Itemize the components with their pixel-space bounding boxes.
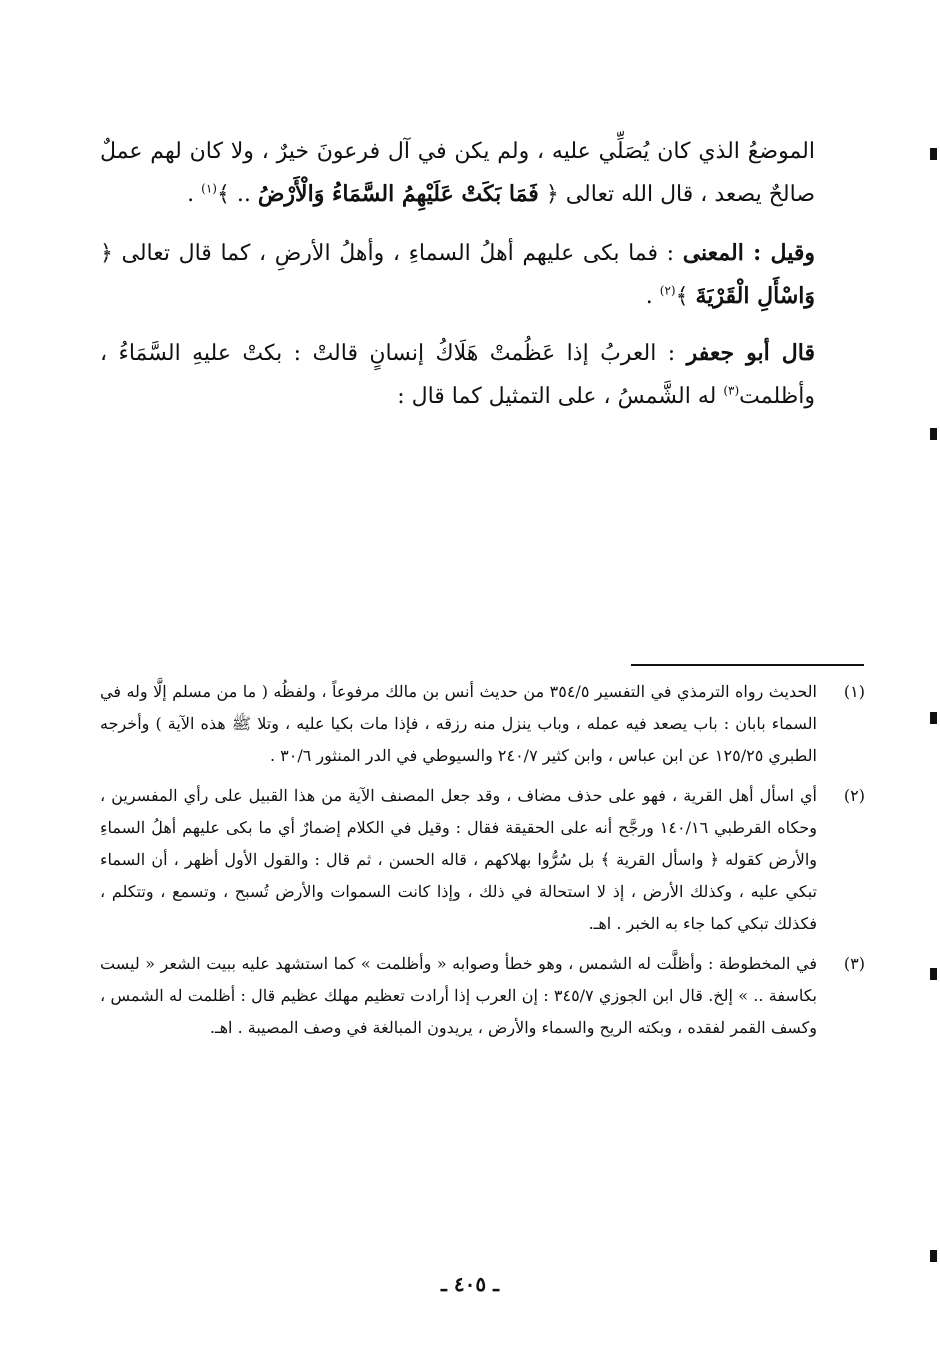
footnote-text: في المخطوطة : وأظلَّت له الشمس ، وهو خطأ وصوابه « وأظلمت » كما استشهد عليه ببيت الشعر « ليست بكاسفة .. » إلخ. قال ابن الجوزي ٣٤٥/٧ : إن العرب إذا أرادت تعظيم مهلك عظيم قال : أظلمت له الشمس ، وكسف القمر لفقده ، وبكته الريح والسماء والأرض ، يريدون المبالغة في وصف المصيبة . اهـ. <box>100 954 817 1037</box>
footnote-number: (٣) <box>843 954 865 973</box>
footnote-1 <box>100 676 865 772</box>
main-text <box>100 130 815 432</box>
paragraph-2-label: وقيل : المعنى <box>682 240 815 266</box>
page-number: ـ ٤٠٥ ـ <box>441 1272 499 1296</box>
quran-verse-1: فَمَا بَكَتْ عَلَيْهِمُ السَّمَاءُ وَالْأَرْضُ <box>257 181 539 207</box>
paragraph-1-text: الموضعُ الذي كان يُصَلِّي عليه ، ولم يكن في آل فرعونَ خيرٌ ، ولا كان لهم عملٌ صالحٌ يصعد ، قال الله تعالى ﴿ <box>100 139 815 207</box>
edge-mark <box>930 148 937 160</box>
paragraph-2-bracket: ﴾ <box>675 284 696 309</box>
paragraph-1-bracket: .. ﴾ <box>216 182 258 207</box>
edge-mark <box>930 968 937 980</box>
edge-mark <box>930 712 937 724</box>
footnote-3 <box>100 948 865 1044</box>
footnote-number: (٢) <box>843 786 865 805</box>
edge-mark <box>930 1250 937 1262</box>
edge-mark <box>930 428 937 440</box>
footnote-2 <box>100 780 865 940</box>
footnote-ref-3: (٣) <box>723 383 740 398</box>
footnote-number: (١) <box>843 682 865 701</box>
footnotes <box>100 676 865 1052</box>
paragraph-1 <box>100 130 815 216</box>
paragraph-2 <box>100 232 815 318</box>
footnote-ref-2: (٢) <box>659 283 676 298</box>
paragraph-2-text: : فما بكى عليهم أهلُ السماءِ ، وأهلُ الأرضِ ، كما قال تعالى ﴿ <box>100 241 683 266</box>
footnote-text: أي اسأل أهل القرية ، فهو على حذف مضاف ، وقد جعل المصنف الآية من هذا القبيل على رأي المفسرين ، وحكاه القرطبي ١٤٠/١٦ ورجَّح أنه على الحقيقة فقال : وقيل في الكلام إضمارٌ أي ما بكى عليهم أهلُ السماءِ والأرض كقوله ﴿ واسأل القرية ﴾ بل سُرُّوا بهلاكهم ، قاله الحسن ، ثم قال : والقول الأول أظهر ، أن السماء تبكي عليه ، وكذلك الأرض ، إذ لا استحالة في ذلك ، وإذا كانت السموات والأرض تُسبح ، وتسمع ، وتتكلم ، فكذلك تبكي كما جاء به الخبر . اهـ. <box>100 786 817 933</box>
paragraph-1-end: . <box>187 182 202 207</box>
footnote-ref-1: (١) <box>201 181 217 196</box>
footnote-divider <box>631 664 864 666</box>
footnote-text: الحديث رواه الترمذي في التفسير ٣٥٤/٥ من حديث أنس بن مالك مرفوعاً ، ولفظُه ( ما من مسلم إلَّا وله في السماء بابان : باب يصعد فيه عمله ، وباب ينزل منه رزقه ، فإذا مات بكيا عليه ، وتلا ﷺ هذه الآية ) وأخرجه الطبري ١٢٥/٢٥ عن ابن عباس ، وابن كثير ٢٤٠/٧ والسيوطي في الدر المنثور ٣٠/٦ . <box>100 682 818 765</box>
quran-verse-2: وَاسْأَلِ الْقَرْيَةَ <box>695 283 815 309</box>
paragraph-3-text: : العربُ إذا عَظُمتْ هَلَاكُ إنسانٍ قالتْ : بكتْ عليهِ السَّمَاءُ ، وأظلمت <box>100 341 815 409</box>
paragraph-2-end: . <box>645 284 660 309</box>
paragraph-3-label: قال أبو جعفر <box>686 340 815 366</box>
paragraph-3-end: له الشَّمسُ ، على التمثيل كما قال : <box>397 384 724 409</box>
paragraph-3 <box>100 332 815 418</box>
